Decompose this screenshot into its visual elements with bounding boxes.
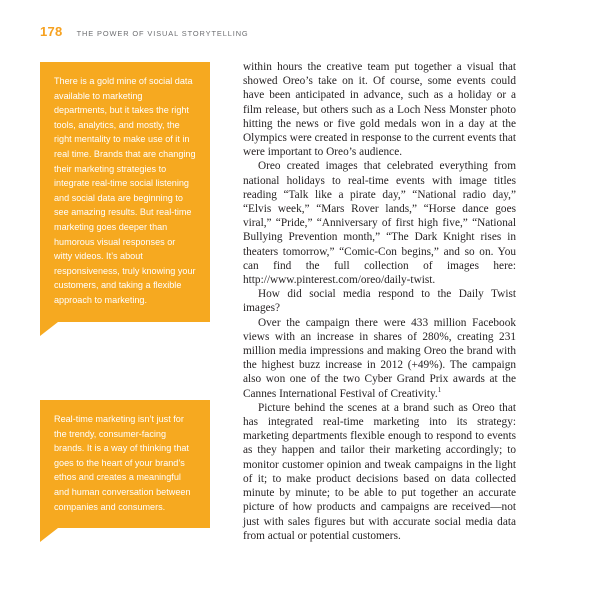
body-paragraph-text: Over the campaign there were 433 million Facebook views with an increase in shares of 280%, creating 231 million media impressions and making Oreo the brand with the highest buzz increase in 2012 (+49%). The campaign also won one of the two Cyber Grand Prix awards at the Cannes International Festival of Creativity. [243, 316, 516, 400]
pull-quote-2-text: Real-time marketing isn’t just for the trendy, consumer-facing brands. It is a way of thinking that goes to the heart of your brand’s ethos and creates a meaningful and human conversation between companies and consumers. [54, 414, 191, 512]
left-column [40, 60, 210, 322]
body-paragraph: Picture behind the scenes at a brand such as Oreo that has integrated real-time marketing into its strategy: marketing departments flexible enough to respond to events as they happen and tailor their marketing accordingly; to monitor customer opinion and tweak campaigns in the light of it; to make product decisions based on data collected minute by minute; to be able to put together an accurate picture of how products and campaigns are received—not just with sales figures but with accurate social media data from actual or potential customers. [243, 401, 516, 542]
footnote-marker: 1 [437, 385, 442, 394]
page-number: 178 [40, 24, 63, 39]
body-paragraph: Oreo created images that celebrated everything from national holidays to real-time events with image titles reading “Talk like a pirate day,” “National radio day,” “Elvis week,” “Mars Rover lands,” “Horse dance goes viral,” “Pride,” “Anniversary of first high five,” “National Bullying Prevention month,” “The Dark Knight rises in theaters tomorrow,” “Comic-Con begins,” and so on. You can find the full collection of images here: http://www.pinterest.com/oreo/daily-twist. [243, 160, 516, 287]
body-column [243, 60, 516, 543]
pull-quote-1-tail [40, 322, 58, 336]
body-paragraph-with-footnote [243, 316, 516, 401]
pull-quote-2 [40, 400, 210, 528]
running-head: THE POWER OF VISUAL STORYTELLING [76, 29, 249, 38]
page-header [40, 24, 560, 42]
pull-quote-1 [40, 62, 210, 322]
body-paragraph: How did social media respond to the Daily Twist images? [243, 288, 516, 315]
pull-quote-1-text: There is a gold mine of social data available to marketing departments, but it takes the right tools, analytics, and mostly, the right mentality to make use of it in real time. Brands that are changing their marketing strategies to integrate real-time social listening and social data are beginning to see amazing results. But real-time marketing goes deeper than humorous visual responses or witty videos. It’s about responsiveness, truly knowing your customers, and taking a flexible approach to marketing. [54, 76, 196, 305]
body-paragraph: within hours the creative team put together a visual that showed Oreo’s take on it. Of course, some events could have been anticipated in advance, such as a holiday or a film release, but others such as a Loch Ness Monster photo hitting the news or five gold medals won in a day at the Olympics were created in response to the current events that were important to Oreo’s audience. [243, 61, 516, 159]
pull-quote-2-tail [40, 528, 58, 542]
